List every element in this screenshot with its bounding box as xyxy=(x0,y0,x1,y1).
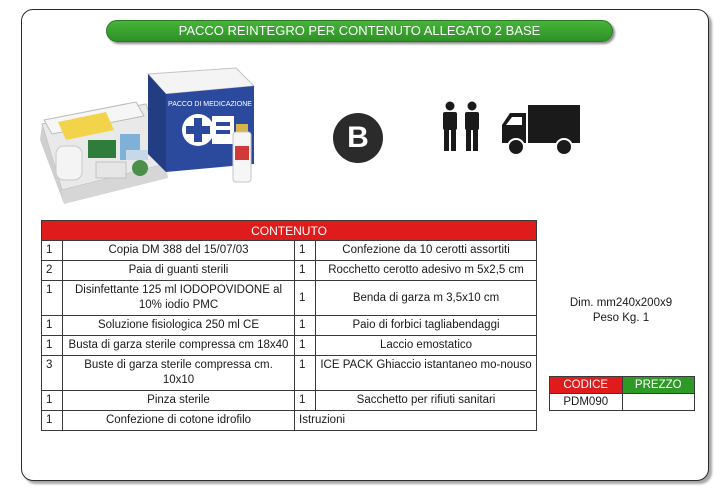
item: Paio di forbici tagliabendaggi xyxy=(316,316,537,336)
table-row xyxy=(42,281,537,316)
quantity: 1 xyxy=(42,336,63,356)
weight: Peso Kg. 1 xyxy=(592,312,650,324)
quantity: 1 xyxy=(42,316,63,336)
item: Pinza sterile xyxy=(63,391,295,411)
item: Benda di garza m 3,5x10 cm xyxy=(316,281,537,316)
table-row xyxy=(42,391,537,411)
quantity: 2 xyxy=(42,261,63,281)
truck-icon xyxy=(500,103,582,157)
item: Confezione di cotone idrofilo xyxy=(63,411,295,431)
codice-value: PDM090 xyxy=(550,394,623,411)
page-title: PACCO REINTEGRO PER CONTENUTO ALLEGATO 2 BASE xyxy=(106,20,613,42)
quantity: 1 xyxy=(42,391,63,411)
table-row xyxy=(42,336,537,356)
item: Paia di guanti sterili xyxy=(63,261,295,281)
table-row xyxy=(42,241,537,261)
category-b-badge: B xyxy=(333,113,383,163)
product-specs xyxy=(548,296,694,326)
instructions: Istruzioni xyxy=(295,411,537,431)
quantity: 1 xyxy=(295,316,316,336)
quantity: 1 xyxy=(42,411,63,431)
table-row xyxy=(42,261,537,281)
item: Soluzione fisiologica 250 ml CE xyxy=(63,316,295,336)
prezzo-value xyxy=(622,394,695,411)
order-table xyxy=(549,376,695,411)
quantity: 1 xyxy=(295,336,316,356)
item: Laccio emostatico xyxy=(316,336,537,356)
quantity: 1 xyxy=(295,261,316,281)
prezzo-label: PREZZO xyxy=(622,377,695,394)
item: Busta di garza sterile compressa cm 18x40 xyxy=(63,336,295,356)
quantity: 3 xyxy=(42,356,63,391)
item: Rocchetto cerotto adesivo m 5x2,5 cm xyxy=(316,261,537,281)
quantity: 1 xyxy=(295,391,316,411)
codice-label: CODICE xyxy=(550,377,623,394)
table-row xyxy=(42,356,537,391)
item: ICE PACK Ghiaccio istantaneo mo-nouso xyxy=(316,356,537,391)
dimensions: Dim. mm240x200x9 xyxy=(569,297,673,309)
table-row xyxy=(42,411,537,431)
two-people-icon xyxy=(440,101,484,153)
quantity: 1 xyxy=(295,281,316,316)
quantity: 1 xyxy=(42,241,63,261)
box-label: PACCO DI MEDICAZIONE xyxy=(168,101,252,108)
quantity: 1 xyxy=(295,241,316,261)
quantity: 1 xyxy=(42,281,63,316)
contents-header: CONTENUTO xyxy=(42,221,537,241)
item: Buste di garza sterile compressa cm. 10x10 xyxy=(63,356,295,391)
first-aid-kit-image xyxy=(36,64,264,210)
table-row xyxy=(42,316,537,336)
item: Copia DM 388 del 15/07/03 xyxy=(63,241,295,261)
item: Confezione da 10 cerotti assortiti xyxy=(316,241,537,261)
quantity: 1 xyxy=(295,356,316,391)
item: Sacchetto per rifiuti sanitari xyxy=(316,391,537,411)
contents-table xyxy=(41,220,537,431)
item: Disinfettante 125 ml IODOPOVIDONE al 10% iodio PMC xyxy=(63,281,295,316)
